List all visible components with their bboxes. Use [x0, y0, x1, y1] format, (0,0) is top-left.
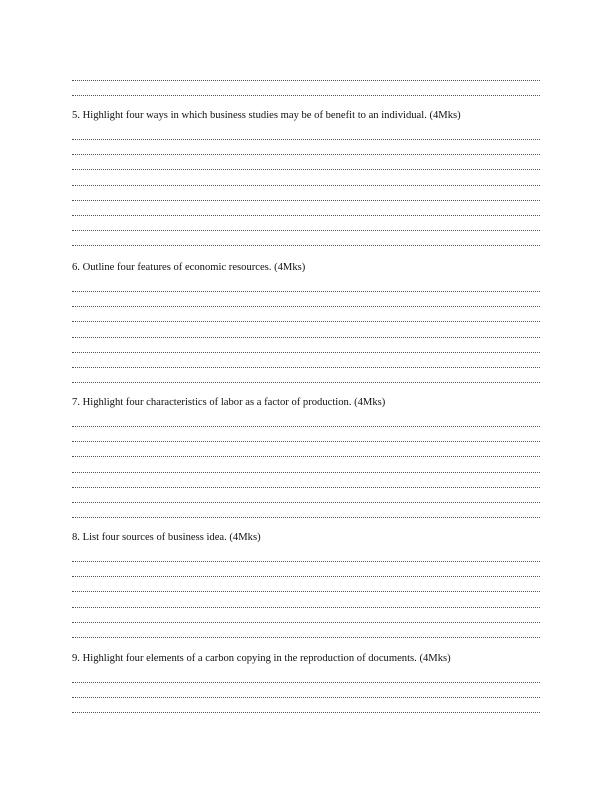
answer-line[interactable] — [72, 352, 540, 353]
answer-line[interactable] — [72, 682, 540, 683]
answer-line[interactable] — [72, 561, 540, 562]
answer-line[interactable] — [72, 456, 540, 457]
answer-line[interactable] — [72, 441, 540, 442]
question-text: 7. Highlight four characteristics of labor as a factor of production. (4Mks) — [72, 397, 386, 408]
answer-line[interactable] — [72, 169, 540, 170]
answer-line[interactable] — [72, 291, 540, 292]
answer-line[interactable] — [72, 502, 540, 503]
answer-line[interactable] — [72, 637, 540, 638]
question-text: 8. List four sources of business idea. (4Mks) — [72, 532, 261, 543]
answer-line[interactable] — [72, 382, 540, 383]
answer-line[interactable] — [72, 306, 540, 307]
answer-line[interactable] — [72, 487, 540, 488]
answer-line[interactable] — [72, 517, 540, 518]
answer-line[interactable] — [72, 607, 540, 608]
question-text: 9. Highlight four elements of a carbon copying in the reproduction of documents. (4Mks) — [72, 653, 451, 664]
question-text: 5. Highlight four ways in which business studies may be of benefit to an individual. (4Mks) — [72, 110, 461, 121]
answer-line[interactable] — [72, 230, 540, 231]
answer-line[interactable] — [72, 591, 540, 592]
answer-line[interactable] — [72, 139, 540, 140]
answer-line[interactable] — [72, 426, 540, 427]
answer-line[interactable] — [72, 154, 540, 155]
question-text: 6. Outline four features of economic resources. (4Mks) — [72, 262, 306, 273]
answer-line[interactable] — [72, 697, 540, 698]
answer-line[interactable] — [72, 472, 540, 473]
answer-line[interactable] — [72, 185, 540, 186]
answer-line[interactable] — [72, 321, 540, 322]
answer-line[interactable] — [72, 622, 540, 623]
answer-line[interactable] — [72, 80, 540, 81]
answer-line[interactable] — [72, 337, 540, 338]
answer-line[interactable] — [72, 576, 540, 577]
answer-line[interactable] — [72, 95, 540, 96]
answer-line[interactable] — [72, 215, 540, 216]
answer-line[interactable] — [72, 200, 540, 201]
answer-line[interactable] — [72, 712, 540, 713]
answer-line[interactable] — [72, 367, 540, 368]
answer-line[interactable] — [72, 245, 540, 246]
